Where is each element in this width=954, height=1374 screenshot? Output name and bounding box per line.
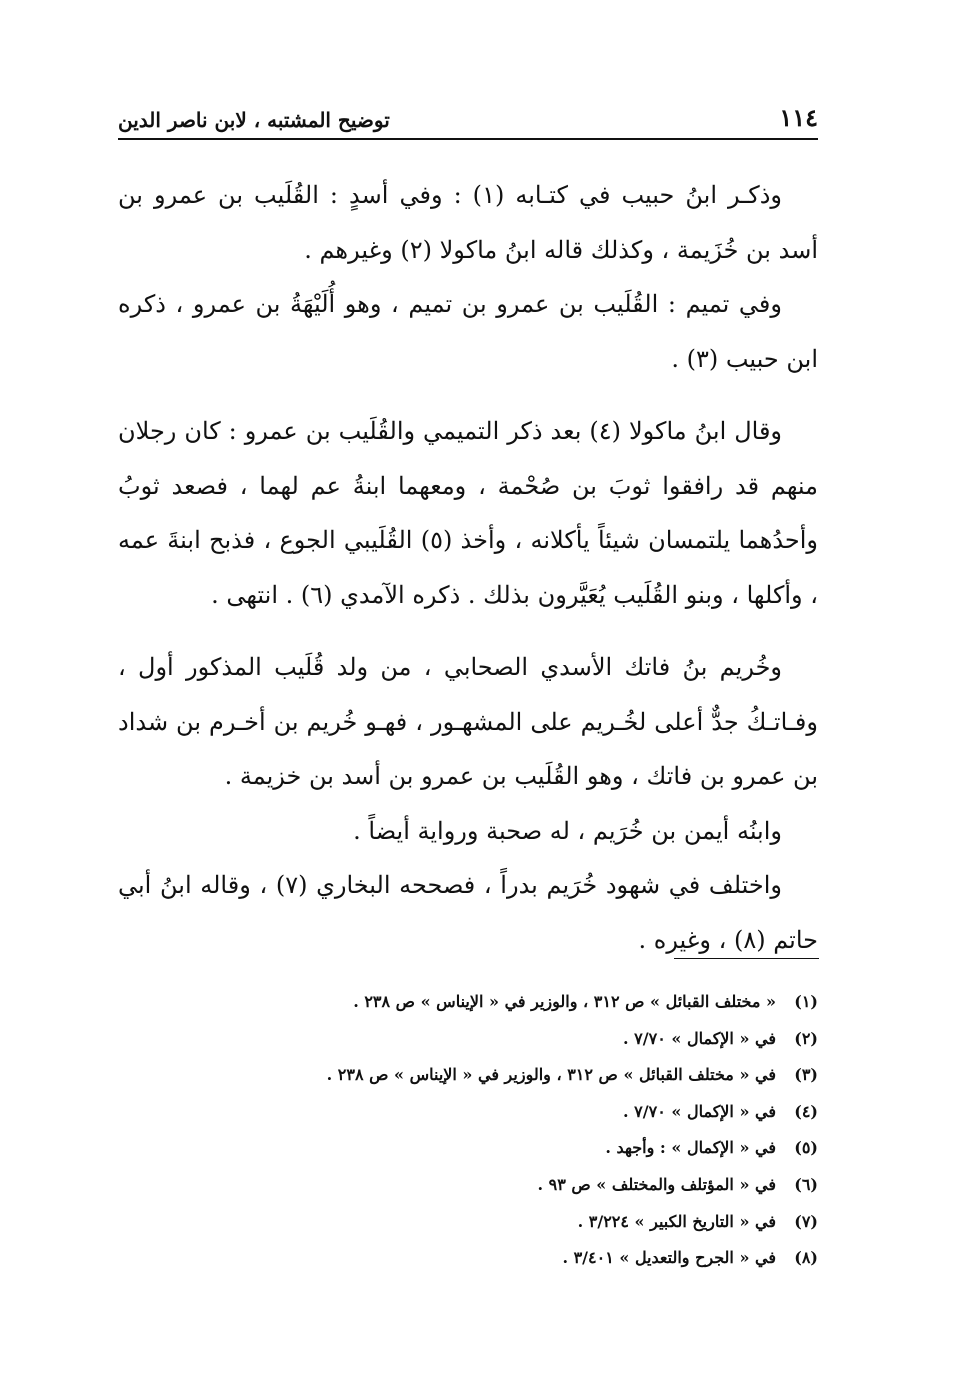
footnote-mark: (٢) (794, 1028, 818, 1048)
footnote-separator (674, 958, 819, 959)
footnote-4 (118, 1094, 818, 1131)
footnote-8 (118, 1240, 818, 1277)
footnote-5 (118, 1130, 818, 1167)
footnote-text: في « الجرح والتعديل » ٣/٤٠١ . (562, 1248, 776, 1268)
paragraph-5: وابنُه أيمن بن خُرَيم ، له صحبة ورواية أيضاً . (353, 816, 782, 845)
main-text (118, 168, 818, 967)
footnotes (118, 984, 818, 1277)
footnote-text: في « مختلف القبائل » ص ٣١٢ ، والوزير في « الإيناس » ص ٢٣٨ . (326, 1065, 776, 1085)
header-rule (118, 138, 818, 140)
footnote-mark: (٤) (794, 1101, 818, 1121)
paragraph-6: واختلف في شهود خُرَيم بدراً ، فصححه البخاري (٧) ، وقاله ابنُ أبي حاتم (٨) ، وغيره . (118, 871, 818, 954)
footnote-mark: (٦) (794, 1174, 818, 1194)
running-head (118, 92, 818, 132)
paragraph-2: وفي تميم : القُلَيب بن عمرو بن تميم ، وهو أُلَيْهَةُ بن عمرو ، ذكره ابن حبيب (٣) . (118, 290, 818, 373)
footnote-mark: (٥) (794, 1138, 818, 1158)
footnote-text: في « الإكمال » : وأجهد . (605, 1138, 776, 1158)
running-title: توضيح المشتبه ، لابن ناصر الدين (118, 108, 390, 132)
footnote-2 (118, 1021, 818, 1058)
footnote-mark: (٧) (794, 1211, 818, 1231)
footnote-mark: (١) (794, 992, 818, 1011)
footnote-mark: (٣) (794, 1065, 818, 1085)
footnote-text: « مختلف القبائل » ص ٣١٢ ، والوزير في « الإيناس » ص ٢٣٨ . (353, 992, 776, 1011)
footnote-3 (118, 1057, 818, 1094)
footnote-6 (118, 1167, 818, 1204)
footnote-text: في « الإكمال » ٧/٧٠ . (623, 1028, 776, 1048)
page-number: ١١٤ (779, 103, 818, 132)
footnote-text: في « الإكمال » ٧/٧٠ . (623, 1101, 776, 1121)
paragraph-3: وقال ابنُ ماكولا (٤) بعد ذكر التميمي والقُلَيب بن عمرو : كان رجلان منهم قد رافقوا ثوبَ بن صُحْمة ، ومعهما ابنةُ عم لهما ، فصعد ثوبُ وأحدُهما يلتمسان شيئاً يأكلانه ، وأخذ (٥) القُلَيبي الجوع ، فذبح ابنةَ عمه ، وأكلها ، وبنو القُلَيب يُعَيَّرون بذلك . ذكره الآمدي (٦) . انتهى . (118, 417, 819, 609)
paragraph-1: وذكـر ابنُ حبيب في كتـابه (١) : وفي أسدٍ : القُلَيب بن عمرو بن أسد بن خُزَيمة ، وكذلك قاله ابنُ ماكولا (٢) وغيرهم . (118, 181, 818, 264)
footnote-mark: (٨) (794, 1248, 818, 1268)
footnote-text: في « التاريخ الكبير » ٣/٢٢٤ . (577, 1211, 776, 1231)
footnote-text: في « المؤتلف والمختلف » ص ٩٣ . (537, 1174, 776, 1194)
footnote-7 (118, 1204, 818, 1241)
footnote-1 (118, 984, 818, 1021)
paragraph-4: وخُريم بنُ فاتك الأسدي الصحابي ، من ولد قُلَيب المذكور أول ، وفـاتـكُ جدٌّ أعلى لخُـريم على المشهـور ، فهـو خُريم بن أخـرم بن شداد بن عمرو بن فاتك ، وهو القُلَيب بن عمرو بن أسد بن خزيمة . (118, 653, 818, 790)
